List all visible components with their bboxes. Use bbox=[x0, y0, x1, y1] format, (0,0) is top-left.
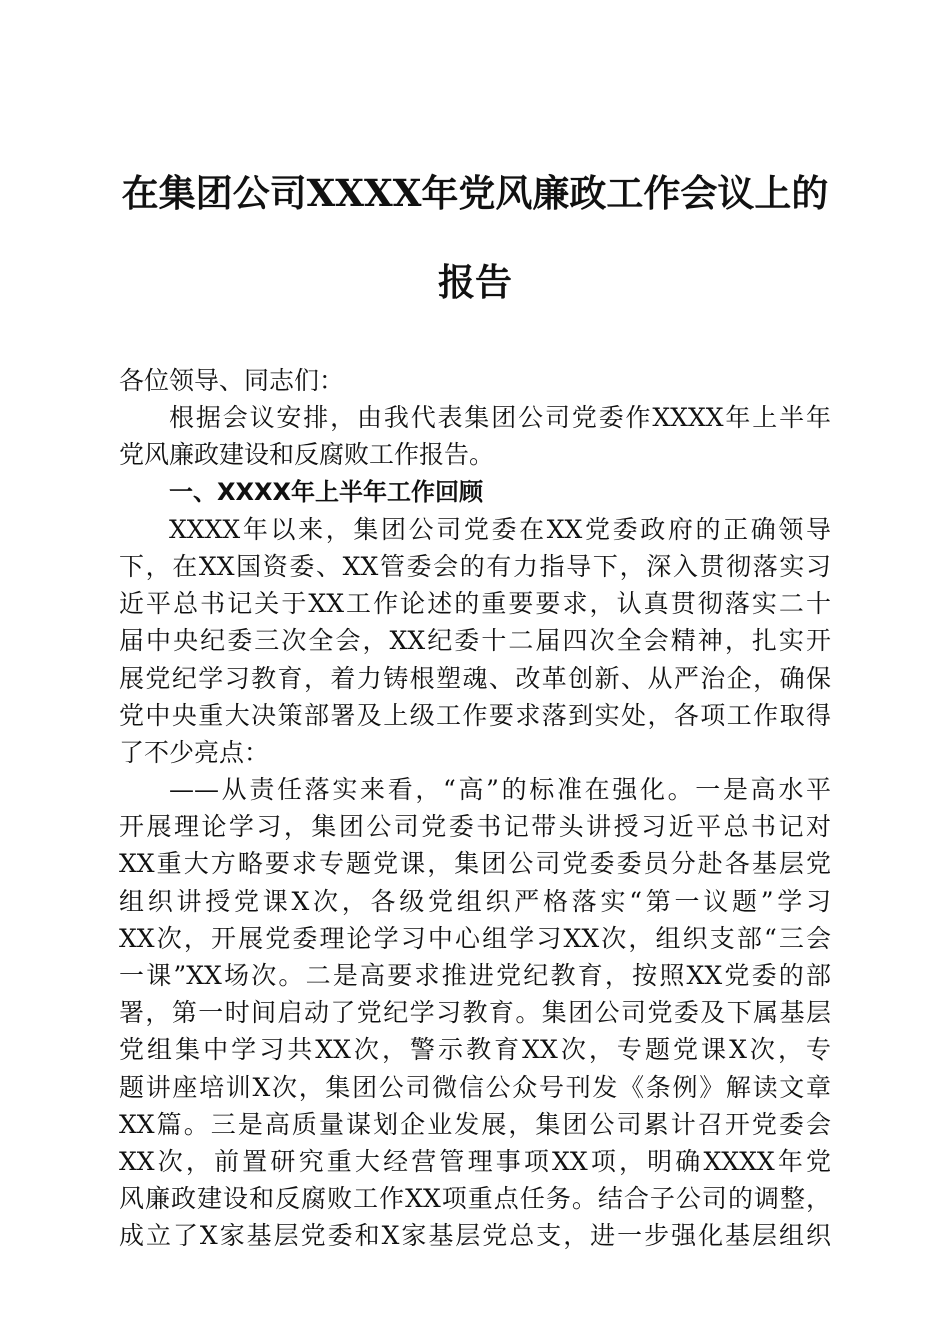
intro-line: 党风廉政建设和反腐败工作报告。 bbox=[119, 440, 495, 470]
document-body bbox=[119, 362, 831, 1255]
paragraph-line: 展党纪学习教育，着力铸根塑魂、改革创新、从严治企，确保 bbox=[119, 663, 831, 693]
paragraph-line: XX次，开展党委理论学习中心组学习XX次，组织支部“三会 bbox=[119, 923, 831, 953]
paragraph-line: XX重大方略要求专题党课，集团公司党委委员分赴各基层党 bbox=[119, 849, 831, 879]
paragraph-line: XXXX年以来，集团公司党委在XX党委政府的正确领导 bbox=[169, 514, 831, 544]
document-title bbox=[100, 168, 850, 307]
salutation: 各位领导、同志们： bbox=[119, 366, 345, 395]
intro-line: 根据会议安排，由我代表集团公司党委作XXXX年上半年 bbox=[169, 403, 831, 433]
paragraph-line: 届中央纪委三次全会，XX纪委十二届四次全会精神，扎实开 bbox=[119, 626, 831, 656]
paragraph-line: 开展理论学习，集团公司党委书记带头讲授习近平总书记对 bbox=[119, 812, 831, 842]
paragraph-line: XX篇。三是高质量谋划企业发展，集团公司累计召开党委会 bbox=[119, 1109, 831, 1139]
paragraph-line: 党组集中学习共XX次，警示教育XX次，专题党课X次，专 bbox=[119, 1035, 831, 1065]
paragraph-line: 组织讲授党课X次，各级党组织严格落实“第一议题”学习 bbox=[119, 886, 831, 916]
paragraph-line: XX次，前置研究重大经营管理事项XX项，明确XXXX年党 bbox=[119, 1146, 831, 1176]
section-heading: 一、XXXX年上半年工作回顾 bbox=[169, 477, 484, 506]
paragraph-line: 题讲座培训X次，集团公司微信公众号刊发《条例》解读文章 bbox=[119, 1072, 831, 1102]
paragraph-line: 成立了X家基层党委和X家基层党总支，进一步强化基层组织 bbox=[119, 1221, 831, 1251]
paragraph-line: 下，在XX国资委、XX管委会的有力指导下，深入贯彻落实习 bbox=[119, 551, 831, 581]
paragraph-line: 一课”XX场次。二是高要求推进党纪教育，按照XX党委的部 bbox=[119, 961, 831, 990]
paragraph-line: ——从责任落实来看，“高”的标准在强化。一是高水平 bbox=[169, 775, 831, 805]
title-line-2: 报告 bbox=[438, 260, 512, 304]
paragraph-line: 党中央重大决策部署及上级工作要求落到实处，各项工作取得 bbox=[119, 700, 831, 730]
paragraph-line: 署，第一时间启动了党纪学习教育。集团公司党委及下属基层 bbox=[119, 998, 831, 1028]
paragraph-line: 了不少亮点： bbox=[119, 737, 270, 767]
title-line-1: 在集团公司XXXX年党风廉政工作会议上的 bbox=[121, 171, 829, 215]
paragraph-line: 近平总书记关于XX工作论述的重要要求，认真贯彻落实二十 bbox=[119, 589, 831, 619]
paragraph-line: 风廉政建设和反腐败工作XX项重点任务。结合子公司的调整， bbox=[119, 1184, 831, 1214]
